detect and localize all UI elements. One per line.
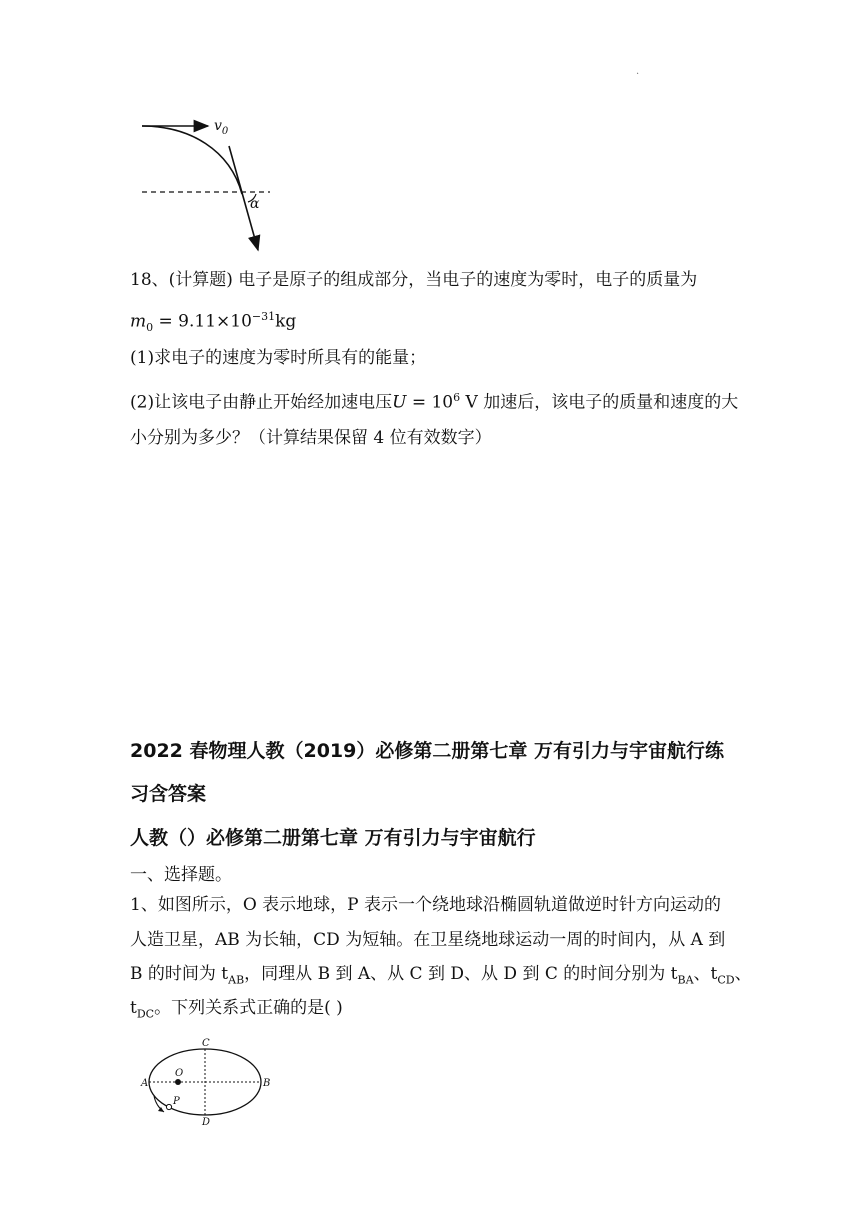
angle-label: α (250, 196, 260, 212)
q1-line3: B 的时间为 $t_{AB}$，同理从 B 到 A、从 C 到 D、从 D 到 C 的时间分别为 $t_{BA}$、$t_{CD}$、 (130, 964, 752, 987)
trajectory-figure (130, 110, 280, 260)
q18-part2-cont: 小分别为多少？（计算结果保留 4 位有效数字） (130, 428, 492, 448)
label-B: B (263, 1078, 271, 1089)
q1-line4: $t_{DC}$。下列关系式正确的是( ) (130, 998, 343, 1021)
q18-part1: (1)求电子的速度为零时所具有的能量； (130, 348, 427, 368)
q1-line2: 人造卫星，AB 为长轴，CD 为短轴。在卫星绕地球运动一周的时间内，从 A 到 (130, 930, 726, 950)
label-A: A (141, 1078, 149, 1089)
label-P: P (173, 1096, 180, 1107)
doc-subtitle: 人教（）必修第二册第七章 万有引力与宇宙航行 (130, 827, 536, 849)
label-O: O (175, 1068, 184, 1079)
doc-title-line2: 习含答案 (130, 783, 207, 805)
q18-mass-formula: $m_0 = 9.11\times 10^{-31}kg$ (130, 310, 297, 335)
page-dot: . (636, 66, 640, 77)
q18-part2: (2)让该电子由静止开始经加速电压$U = 10^6$ V 加速后，该电子的质量和速度的大 (130, 391, 739, 413)
q1-line1: 1、如图所示，O 表示地球，P 表示一个绕地球沿椭圆轨道做逆时针方向运动的 (130, 895, 721, 915)
satellite-dot (166, 1104, 171, 1109)
label-C: C (202, 1038, 210, 1049)
orbit-figure (140, 1036, 280, 1126)
q18-line1: 18、(计算题) 电子是原子的组成部分，当电子的速度为零时，电子的质量为 (130, 270, 698, 290)
v0-label: $v_0$ (214, 118, 229, 137)
section-heading: 一、选择题。 (130, 865, 232, 885)
earth-dot (175, 1079, 181, 1085)
label-D: D (202, 1117, 211, 1126)
doc-title-line1: 2022 春物理人教（2019）必修第二册第七章 万有引力与宇宙航行练 (130, 740, 724, 762)
